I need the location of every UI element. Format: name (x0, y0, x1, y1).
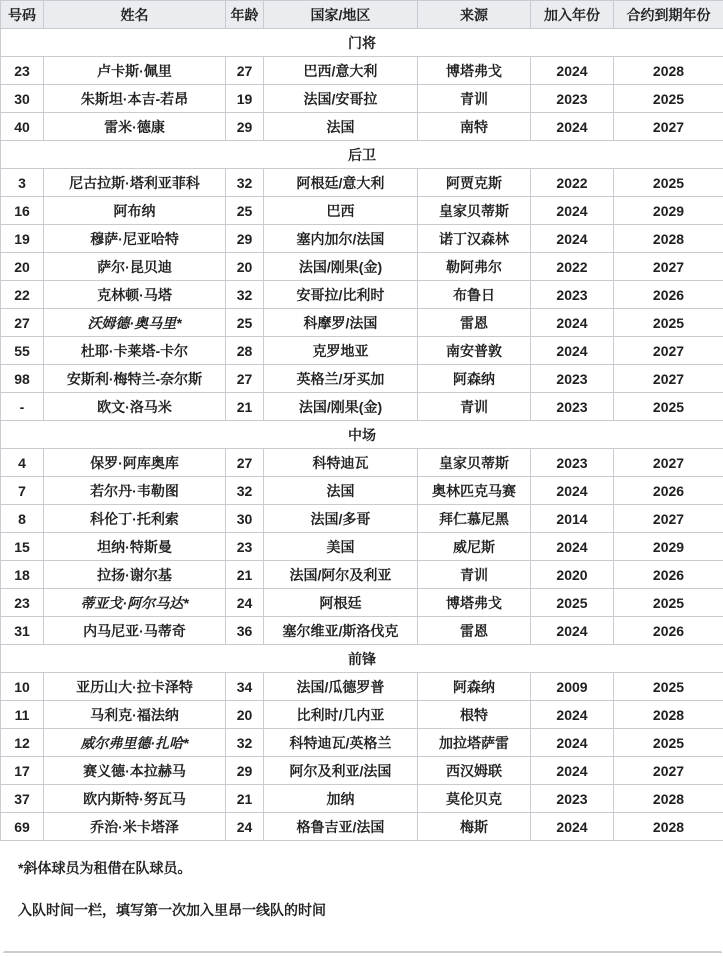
section-header: 中场 (1, 421, 723, 449)
player-nation: 英格兰/牙买加 (264, 365, 418, 393)
player-name: 杜耶·卡莱塔-卡尔 (44, 337, 226, 365)
player-age: 32 (226, 169, 264, 197)
player-name: 欧内斯特·努瓦马 (44, 785, 226, 813)
player-no: 8 (1, 505, 44, 533)
player-row (1, 813, 723, 841)
player-row (1, 225, 723, 253)
player-nation: 法国/瓜德罗普 (264, 673, 418, 701)
player-no: 22 (1, 281, 44, 309)
player-joined: 2014 (531, 505, 614, 533)
player-joined: 2020 (531, 561, 614, 589)
player-row (1, 701, 723, 729)
player-until: 2027 (614, 757, 723, 785)
player-name: 欧文·洛马米 (44, 393, 226, 421)
player-no: 12 (1, 729, 44, 757)
player-from: 雷恩 (418, 309, 531, 337)
player-no: 18 (1, 561, 44, 589)
player-from: 莫伦贝克 (418, 785, 531, 813)
player-joined: 2024 (531, 729, 614, 757)
player-nation: 法国 (264, 477, 418, 505)
player-from: 勒阿弗尔 (418, 253, 531, 281)
player-name: 拉扬·谢尔基 (44, 561, 226, 589)
player-row (1, 449, 723, 477)
player-no: 98 (1, 365, 44, 393)
player-nation: 法国/安哥拉 (264, 85, 418, 113)
player-nation: 阿根廷 (264, 589, 418, 617)
player-joined: 2025 (531, 589, 614, 617)
player-name: 穆萨·尼亚哈特 (44, 225, 226, 253)
player-until: 2028 (614, 225, 723, 253)
player-name: 保罗·阿库奥库 (44, 449, 226, 477)
player-nation: 美国 (264, 533, 418, 561)
squad-table-body (1, 29, 723, 841)
player-joined: 2023 (531, 393, 614, 421)
player-nation: 巴西 (264, 197, 418, 225)
player-nation: 阿根廷/意大利 (264, 169, 418, 197)
player-from: 阿森纳 (418, 365, 531, 393)
player-age: 34 (226, 673, 264, 701)
player-until: 2026 (614, 561, 723, 589)
player-name: 萨尔·昆贝迪 (44, 253, 226, 281)
player-age: 36 (226, 617, 264, 645)
player-from: 皇家贝蒂斯 (418, 449, 531, 477)
player-age: 21 (226, 393, 264, 421)
player-from: 雷恩 (418, 617, 531, 645)
player-until: 2026 (614, 617, 723, 645)
player-joined: 2022 (531, 253, 614, 281)
player-joined: 2024 (531, 617, 614, 645)
player-joined: 2024 (531, 337, 614, 365)
player-name: 朱斯坦·本吉-若昂 (44, 85, 226, 113)
player-nation: 塞尔维亚/斯洛伐克 (264, 617, 418, 645)
player-until: 2025 (614, 169, 723, 197)
col-header-name: 姓名 (44, 1, 226, 29)
player-until: 2027 (614, 449, 723, 477)
player-until: 2026 (614, 477, 723, 505)
player-row (1, 365, 723, 393)
player-nation: 克罗地亚 (264, 337, 418, 365)
player-no: 11 (1, 701, 44, 729)
player-nation: 格鲁吉亚/法国 (264, 813, 418, 841)
player-from: 博塔弗戈 (418, 589, 531, 617)
player-nation: 加纳 (264, 785, 418, 813)
col-header-number: 号码 (1, 1, 44, 29)
player-until: 2025 (614, 393, 723, 421)
player-name: 卢卡斯·佩里 (44, 57, 226, 85)
player-until: 2027 (614, 337, 723, 365)
player-age: 29 (226, 113, 264, 141)
player-name: 威尔弗里德·扎哈* (44, 729, 226, 757)
player-age: 32 (226, 477, 264, 505)
player-until: 2027 (614, 505, 723, 533)
player-name: 乔治·米卡塔泽 (44, 813, 226, 841)
player-from: 奥林匹克马赛 (418, 477, 531, 505)
player-until: 2027 (614, 113, 723, 141)
player-from: 布鲁日 (418, 281, 531, 309)
player-until: 2025 (614, 309, 723, 337)
player-until: 2025 (614, 589, 723, 617)
player-no: 40 (1, 113, 44, 141)
player-from: 博塔弗戈 (418, 57, 531, 85)
player-row (1, 57, 723, 85)
player-row (1, 113, 723, 141)
player-joined: 2024 (531, 309, 614, 337)
section-row (1, 645, 723, 673)
player-row (1, 757, 723, 785)
footnotes (0, 858, 723, 920)
player-from: 威尼斯 (418, 533, 531, 561)
player-no: - (1, 393, 44, 421)
player-from: 加拉塔萨雷 (418, 729, 531, 757)
player-name: 若尔丹·韦勒图 (44, 477, 226, 505)
player-nation: 塞内加尔/法国 (264, 225, 418, 253)
player-until: 2025 (614, 673, 723, 701)
player-joined: 2009 (531, 673, 614, 701)
player-name: 阿布纳 (44, 197, 226, 225)
player-no: 19 (1, 225, 44, 253)
player-name: 克林顿·马塔 (44, 281, 226, 309)
player-no: 23 (1, 57, 44, 85)
player-row (1, 561, 723, 589)
section-row (1, 29, 723, 57)
player-age: 32 (226, 281, 264, 309)
player-row (1, 309, 723, 337)
player-joined: 2023 (531, 785, 614, 813)
player-joined: 2024 (531, 477, 614, 505)
player-joined: 2023 (531, 365, 614, 393)
player-age: 32 (226, 729, 264, 757)
player-until: 2027 (614, 365, 723, 393)
player-joined: 2024 (531, 197, 614, 225)
player-joined: 2024 (531, 813, 614, 841)
table-header-row (1, 1, 723, 29)
player-nation: 阿尔及利亚/法国 (264, 757, 418, 785)
player-joined: 2023 (531, 85, 614, 113)
player-until: 2028 (614, 57, 723, 85)
player-from: 南特 (418, 113, 531, 141)
player-from: 青训 (418, 561, 531, 589)
player-name: 坦纳·特斯曼 (44, 533, 226, 561)
player-row (1, 281, 723, 309)
player-age: 19 (226, 85, 264, 113)
player-until: 2029 (614, 533, 723, 561)
col-header-contract: 合约到期年份 (614, 1, 723, 29)
col-header-age: 年龄 (226, 1, 264, 29)
player-age: 29 (226, 225, 264, 253)
player-no: 4 (1, 449, 44, 477)
player-joined: 2022 (531, 169, 614, 197)
player-joined: 2023 (531, 449, 614, 477)
col-header-source: 来源 (418, 1, 531, 29)
player-joined: 2024 (531, 701, 614, 729)
player-nation: 法国/阿尔及利亚 (264, 561, 418, 589)
join-time-footnote: 入队时间一栏，填写第一次加入里昂一线队的时间 (18, 902, 326, 918)
player-age: 20 (226, 701, 264, 729)
player-age: 27 (226, 449, 264, 477)
section-header: 后卫 (1, 141, 723, 169)
player-from: 青训 (418, 393, 531, 421)
player-nation: 巴西/意大利 (264, 57, 418, 85)
player-row (1, 673, 723, 701)
player-age: 25 (226, 309, 264, 337)
player-name: 尼古拉斯·塔利亚菲科 (44, 169, 226, 197)
player-age: 27 (226, 365, 264, 393)
bottom-divider (3, 951, 722, 953)
player-nation: 法国/刚果(金) (264, 253, 418, 281)
player-from: 拜仁慕尼黑 (418, 505, 531, 533)
player-row (1, 253, 723, 281)
player-row (1, 533, 723, 561)
player-no: 20 (1, 253, 44, 281)
player-from: 阿贾克斯 (418, 169, 531, 197)
section-row (1, 141, 723, 169)
col-header-nation: 国家/地区 (264, 1, 418, 29)
player-row (1, 169, 723, 197)
player-row (1, 589, 723, 617)
player-from: 西汉姆联 (418, 757, 531, 785)
player-nation: 比利时/几内亚 (264, 701, 418, 729)
player-no: 69 (1, 813, 44, 841)
player-no: 55 (1, 337, 44, 365)
player-age: 24 (226, 813, 264, 841)
player-joined: 2023 (531, 281, 614, 309)
player-from: 阿森纳 (418, 673, 531, 701)
player-from: 皇家贝蒂斯 (418, 197, 531, 225)
player-no: 7 (1, 477, 44, 505)
player-row (1, 505, 723, 533)
player-age: 30 (226, 505, 264, 533)
player-age: 27 (226, 57, 264, 85)
player-from: 诺丁汉森林 (418, 225, 531, 253)
player-no: 23 (1, 589, 44, 617)
player-nation: 科摩罗/法国 (264, 309, 418, 337)
player-name: 亚历山大·拉卡泽特 (44, 673, 226, 701)
player-no: 17 (1, 757, 44, 785)
player-no: 27 (1, 309, 44, 337)
player-no: 16 (1, 197, 44, 225)
player-age: 21 (226, 785, 264, 813)
player-nation: 法国/多哥 (264, 505, 418, 533)
player-until: 2029 (614, 197, 723, 225)
player-until: 2027 (614, 253, 723, 281)
section-header: 门将 (1, 29, 723, 57)
player-age: 25 (226, 197, 264, 225)
player-until: 2028 (614, 813, 723, 841)
player-no: 10 (1, 673, 44, 701)
player-nation: 科特迪瓦 (264, 449, 418, 477)
player-from: 南安普敦 (418, 337, 531, 365)
player-age: 28 (226, 337, 264, 365)
section-header: 前锋 (1, 645, 723, 673)
player-row (1, 393, 723, 421)
player-row (1, 85, 723, 113)
player-row (1, 337, 723, 365)
player-joined: 2024 (531, 113, 614, 141)
player-age: 29 (226, 757, 264, 785)
player-joined: 2024 (531, 225, 614, 253)
player-age: 20 (226, 253, 264, 281)
player-from: 青训 (418, 85, 531, 113)
section-row (1, 421, 723, 449)
player-row (1, 477, 723, 505)
player-joined: 2024 (531, 57, 614, 85)
player-until: 2026 (614, 281, 723, 309)
player-name: 科伦丁·托利索 (44, 505, 226, 533)
player-no: 31 (1, 617, 44, 645)
loan-footnote: *斜体球员为租借在队球员。 (18, 860, 192, 876)
player-until: 2025 (614, 85, 723, 113)
player-nation: 科特迪瓦/英格兰 (264, 729, 418, 757)
player-row (1, 729, 723, 757)
player-nation: 法国 (264, 113, 418, 141)
player-row (1, 197, 723, 225)
player-row (1, 785, 723, 813)
player-age: 24 (226, 589, 264, 617)
player-joined: 2024 (531, 757, 614, 785)
col-header-joined: 加入年份 (531, 1, 614, 29)
player-no: 3 (1, 169, 44, 197)
player-no: 37 (1, 785, 44, 813)
player-age: 21 (226, 561, 264, 589)
player-nation: 安哥拉/比利时 (264, 281, 418, 309)
player-name: 赛义德·本拉赫马 (44, 757, 226, 785)
player-no: 30 (1, 85, 44, 113)
player-age: 23 (226, 533, 264, 561)
player-name: 安斯利·梅特兰-奈尔斯 (44, 365, 226, 393)
player-name: 马利克·福法纳 (44, 701, 226, 729)
player-name: 蒂亚戈·阿尔马达* (44, 589, 226, 617)
player-nation: 法国/刚果(金) (264, 393, 418, 421)
player-from: 梅斯 (418, 813, 531, 841)
player-no: 15 (1, 533, 44, 561)
player-from: 根特 (418, 701, 531, 729)
player-name: 沃姆德·奥马里* (44, 309, 226, 337)
player-joined: 2024 (531, 533, 614, 561)
player-name: 雷米·德康 (44, 113, 226, 141)
player-name: 内马尼亚·马蒂奇 (44, 617, 226, 645)
player-row (1, 617, 723, 645)
player-until: 2028 (614, 701, 723, 729)
player-until: 2028 (614, 785, 723, 813)
player-until: 2025 (614, 729, 723, 757)
